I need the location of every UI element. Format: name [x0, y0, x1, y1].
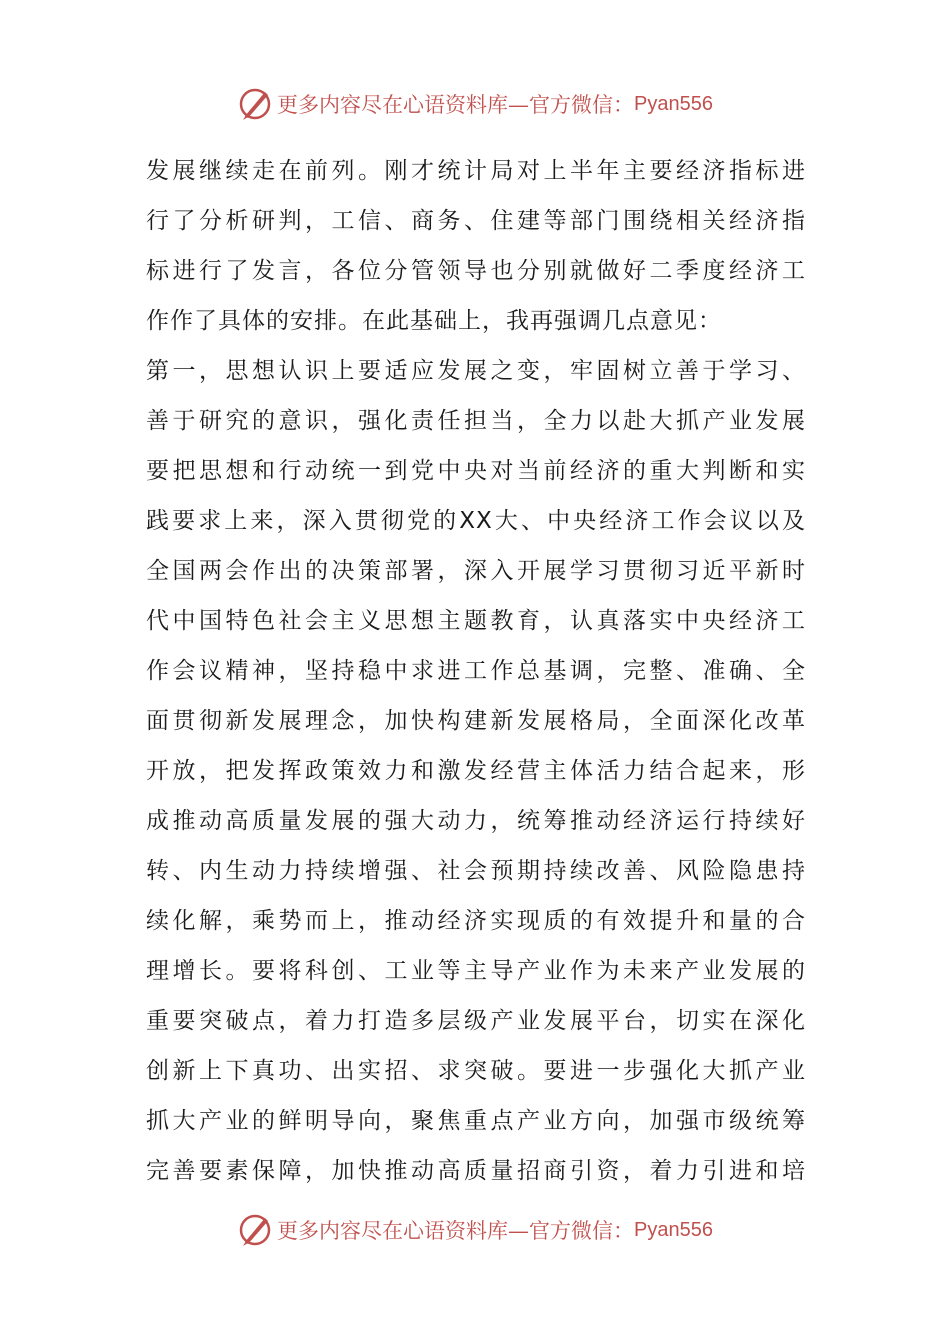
text-line: 重要突破点，着力打造多层级产业发展平台，切实在深化	[146, 1008, 806, 1034]
text-line: 全国两会作出的决策部署，深入开展学习贯彻习近平新时	[146, 558, 806, 584]
text-line: 续化解，乘势而上，推动经济实现质的有效提升和量的合	[146, 908, 806, 934]
text-line: 践要求上来，深入贯彻党的XX大、中央经济工作会议以及	[146, 508, 806, 534]
footer-wechat-id: Pyan556	[634, 1218, 713, 1241]
text-line: 创新上下真功、出实招、求突破。要进一步强化大抓产业	[146, 1058, 806, 1084]
text-line: 第一，思想认识上要适应发展之变，牢固树立善于学习、	[146, 358, 806, 384]
text-line: 作会议精神，坚持稳中求进工作总基调，完整、准确、全	[146, 658, 806, 684]
text-line: 开放，把发挥政策效力和激发经营主体活力结合起来，形	[146, 758, 806, 784]
text-line: 作作了具体的安排。在此基础上，我再强调几点意见：	[146, 308, 722, 334]
footer-banner-text: 更多内容尽在心语资料库—官方微信：	[277, 1219, 635, 1243]
pen-logo-icon	[237, 86, 273, 122]
text-line: 理增长。要将科创、工业等主导产业作为未来产业发展的	[146, 958, 806, 984]
header-banner-text: 更多内容尽在心语资料库—官方微信：	[277, 93, 635, 117]
header-banner	[0, 82, 950, 126]
text-line: 成推动高质量发展的强大动力，统筹推动经济运行持续好	[146, 808, 806, 834]
text-line: 标进行了发言，各位分管领导也分别就做好二季度经济工	[146, 258, 806, 284]
footer-banner	[0, 1208, 950, 1252]
text-line: 完善要素保障，加快推动高质量招商引资，着力引进和培	[146, 1158, 806, 1184]
text-line: 面贯彻新发展理念，加快构建新发展格局，全面深化改革	[146, 708, 806, 734]
text-line: 发展继续走在前列。刚才统计局对上半年主要经济指标进	[146, 158, 806, 184]
pen-logo-icon	[237, 1212, 273, 1248]
text-line: 行了分析研判，工信、商务、住建等部门围绕相关经济指	[146, 208, 806, 234]
document-body	[146, 146, 806, 1196]
text-line: 转、内生动力持续增强、社会预期持续改善、风险隐患持	[146, 858, 806, 884]
text-line: 抓大产业的鲜明导向，聚焦重点产业方向，加强市级统筹	[146, 1108, 806, 1134]
text-line: 代中国特色社会主义思想主题教育，认真落实中央经济工	[146, 608, 806, 634]
text-line: 善于研究的意识，强化责任担当，全力以赴大抓产业发展	[146, 408, 806, 434]
header-wechat-id: Pyan556	[634, 92, 713, 115]
text-line: 要把思想和行动统一到党中央对当前经济的重大判断和实	[146, 458, 806, 484]
